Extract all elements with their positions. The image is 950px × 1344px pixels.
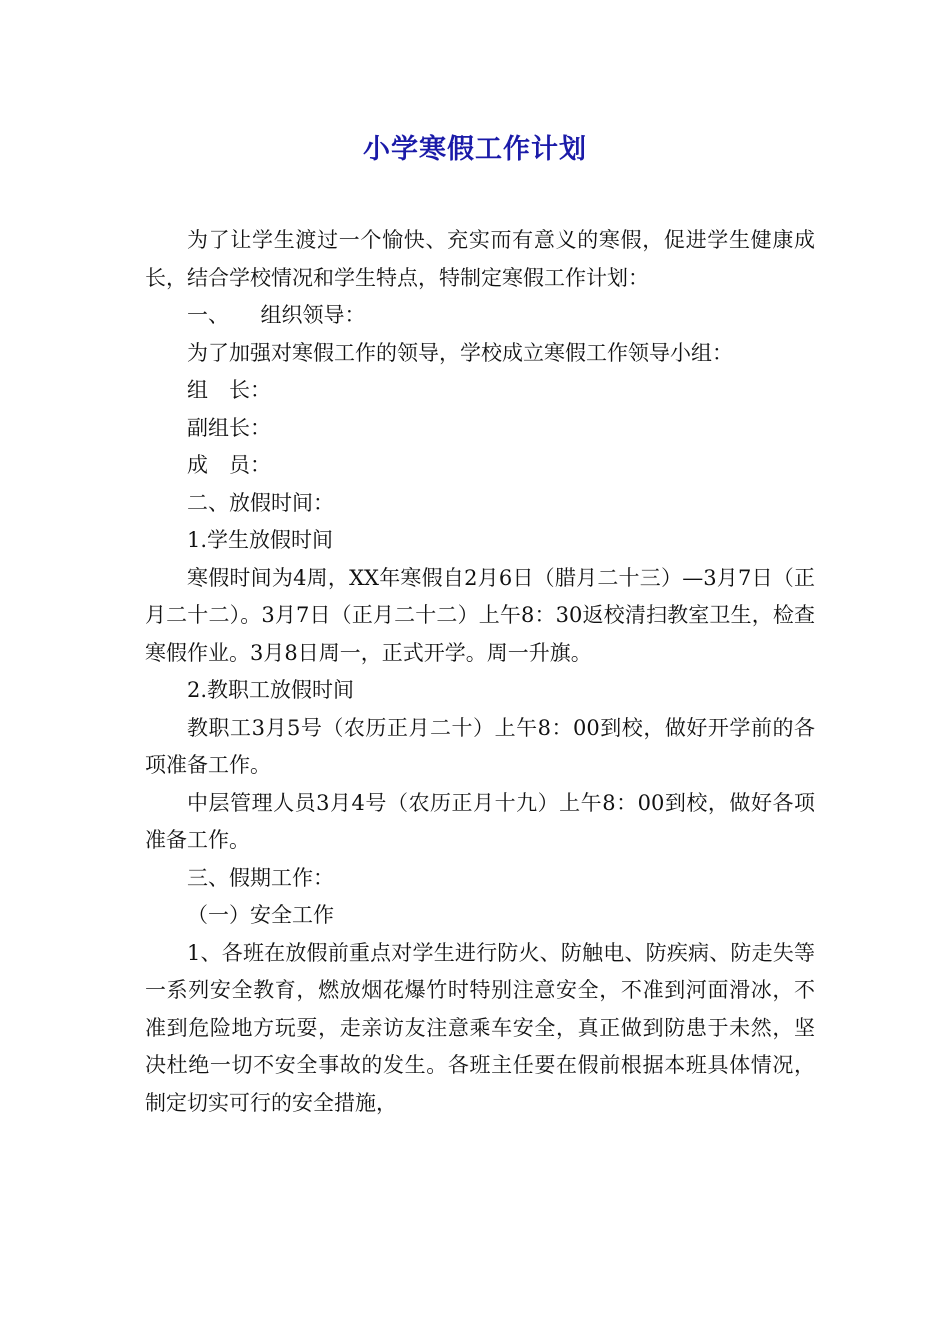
paragraph-safety-1: 1、各班在放假前重点对学生进行防火、防触电、防疾病、防走失等一系列安全教育，燃放烟花爆竹时特别注意安全，不准到河面滑冰，不准到危险地方玩耍，走亲访友注意乘车安全，真正做到防患于未然，坚决杜绝一切不安全事故的发生。各班主任要在假前根据本班具体情况，制定切实可行的安全措施， [145,940,815,1115]
subheading-student-holiday: 1.学生放假时间 [187,528,334,552]
members-line: 成 员： [187,453,271,477]
document-title: 小学寒假工作计划 [363,134,587,165]
paragraph-staff-holiday: 教职工3月5号（农历正月二十）上午8：00到校，做好开学前的各项准备工作。 [145,715,815,777]
heading-organization: 一、 组织领导： [187,303,366,327]
deputy-leader-line: 副组长： [187,415,271,440]
subheading-staff-holiday: 2.教职工放假时间 [187,678,355,702]
paragraph-leadership: 为了加强对寒假工作的领导，学校成立寒假工作领导小组： [187,340,733,365]
leader-line: 组 长： [187,378,271,402]
document-body [145,222,815,1122]
heading-holiday-work: 三、假期工作： [187,865,334,890]
paragraph-managers: 中层管理人员3月4号（农历正月十九）上午8：00到校，做好各项准备工作。 [145,790,815,852]
subheading-safety: （一）安全工作 [187,903,334,927]
paragraph-student-holiday: 寒假时间为4周，XX年寒假自2月6日（腊月二十三）—3月7日（正月二十二）。3月7日（正月二十二）上午8：30返校清扫教室卫生，检查寒假作业。3月8日周一，正式开学。周一升旗。 [145,565,815,665]
heading-holiday-time: 二、放假时间： [187,490,334,515]
paragraph-intro: 为了让学生渡过一个愉快、充实而有意义的寒假，促进学生健康成长，结合学校情况和学生特点，特制定寒假工作计划： [145,228,815,290]
